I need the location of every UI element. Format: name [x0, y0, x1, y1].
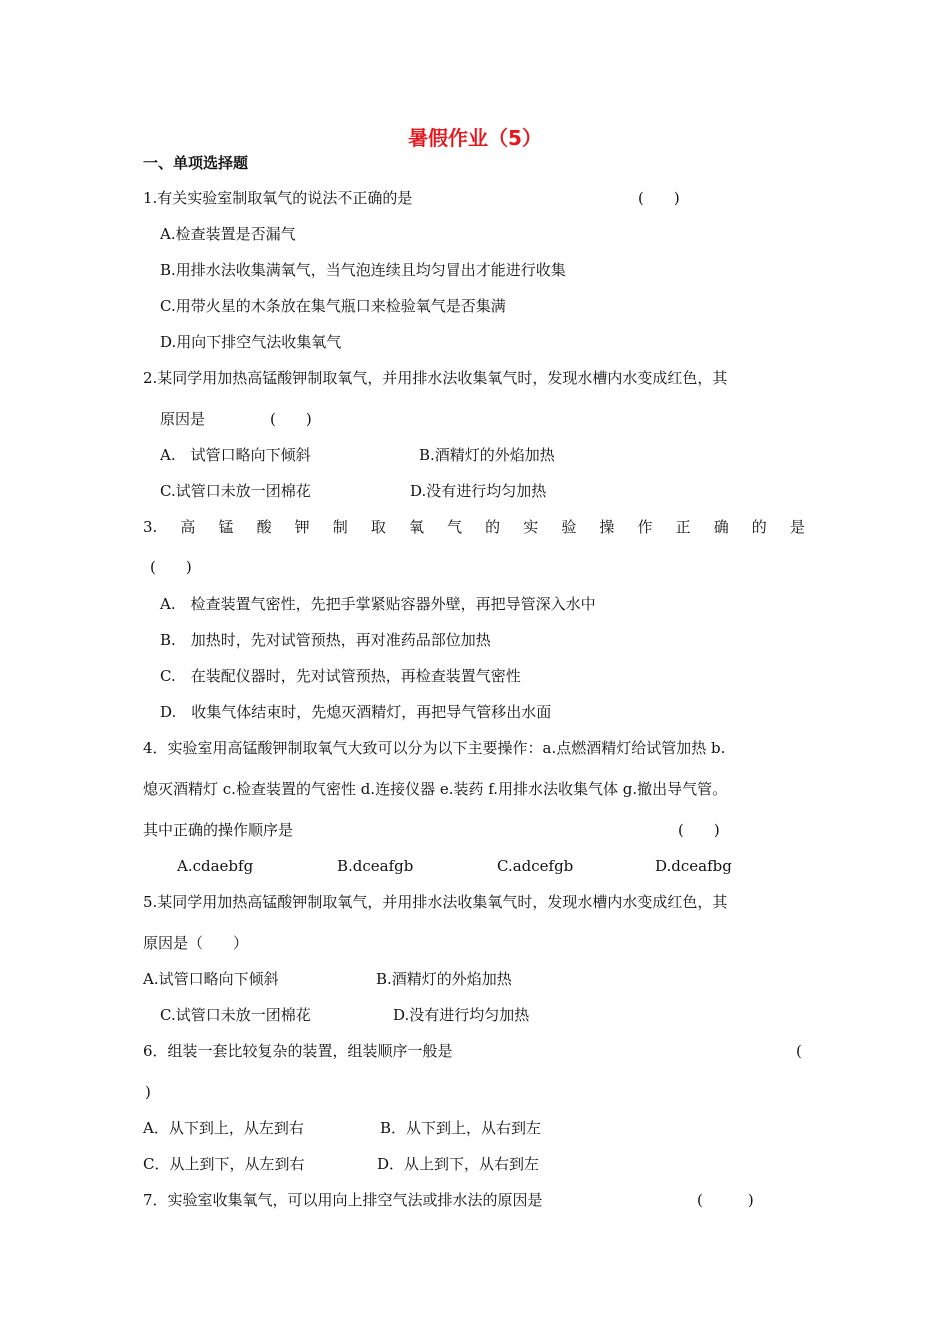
answer-parenthesis: ( ): [638, 189, 680, 207]
option-c: C. 在装配仪器时，先对试管预热，再检查装置气密性: [160, 667, 521, 685]
question-stem-continued: 原因是（ ）: [143, 934, 249, 952]
answer-parenthesis: ( ): [270, 410, 312, 428]
option-a: A．从下到上，从左到右: [143, 1119, 304, 1137]
question-stem: 2.某同学用加热高锰酸钾制取氧气，并用排水法收集氧气时，发现水槽内水变成红色，其: [143, 369, 728, 387]
answer-parenthesis-close: ): [145, 1083, 151, 1101]
stem-char: 的: [751, 518, 767, 536]
stem-char: 操: [599, 518, 615, 536]
option-a: A.cdaebfg: [177, 857, 254, 875]
answer-parenthesis-open: (: [796, 1042, 802, 1060]
answer-parenthesis: ( ): [678, 821, 720, 839]
option-d: D.没有进行均匀加热: [393, 1006, 530, 1024]
question-stem: 7．实验室收集氧气，可以用向上排空气法或排水法的原因是: [143, 1191, 543, 1209]
question-stem-continued: 原因是: [160, 410, 206, 428]
option-b: B．从下到上，从右到左: [380, 1119, 542, 1137]
option-c: C.用带火星的木条放在集气瓶口来检验氧气是否集满: [160, 297, 506, 315]
stem-char: 3.: [143, 518, 158, 536]
option-a: A.检查装置是否漏气: [160, 225, 296, 243]
option-b: B.酒精灯的外焰加热: [419, 446, 555, 464]
option-b: B. 加热时，先对试管预热，再对准药品部位加热: [160, 631, 491, 649]
option-b: B.用排水法收集满氧气，当气泡连续且均匀冒出才能进行收集: [160, 261, 566, 279]
option-b: B.酒精灯的外焰加热: [376, 970, 512, 988]
question-stem: [143, 517, 805, 537]
option-a: A. 检查装置气密性，先把手掌紧贴容器外壁，再把导管深入水中: [160, 595, 596, 613]
stem-char: 验: [561, 518, 577, 536]
option-d: D．从上到下，从右到左: [377, 1155, 540, 1173]
stem-char: 酸: [256, 518, 272, 536]
question-stem: 1.有关实验室制取氧气的说法不正确的是: [143, 189, 413, 207]
option-a: A.试管口略向下倾斜: [143, 970, 279, 988]
question-stem: 6．组装一套比较复杂的装置，组装顺序一般是: [143, 1042, 453, 1060]
option-c: C.adcefgb: [497, 857, 574, 875]
option-a: A. 试管口略向下倾斜: [160, 446, 311, 464]
stem-char: 锰: [218, 518, 234, 536]
page-title: 暑假作业（5）: [408, 126, 542, 150]
stem-char: 正: [675, 518, 691, 536]
option-b: B.dceafgb: [337, 857, 414, 875]
section-heading: 一、单项选择题: [143, 154, 249, 172]
stem-char: 氧: [408, 518, 424, 536]
stem-char: 气: [447, 518, 463, 536]
answer-parenthesis: ( ): [150, 558, 192, 576]
stem-char: 高: [180, 518, 196, 536]
stem-char: 的: [485, 518, 501, 536]
stem-char: 钾: [294, 518, 310, 536]
option-c: C．从上到下，从左到右: [143, 1155, 305, 1173]
stem-char: 取: [370, 518, 386, 536]
option-d: D.没有进行均匀加热: [410, 482, 547, 500]
answer-parenthesis: ( ): [697, 1191, 754, 1209]
option-c: C.试管口未放一团棉花: [160, 482, 311, 500]
question-stem: 5.某同学用加热高锰酸钾制取氧气，并用排水法收集氧气时，发现水槽内水变成红色，其: [143, 893, 728, 911]
option-d: D.dceafbg: [655, 857, 732, 875]
stem-char: 是: [789, 518, 805, 536]
option-d: D. 收集气体结束时，先熄灭酒精灯，再把导气管移出水面: [160, 703, 552, 721]
question-stem: 4．实验室用高锰酸钾制取氧气大致可以分为以下主要操作：a.点燃酒精灯给试管加热 b.: [143, 739, 726, 757]
stem-char: 确: [713, 518, 729, 536]
question-stem-continued: 其中正确的操作顺序是: [143, 821, 294, 839]
option-d: D.用向下排空气法收集氧气: [160, 333, 342, 351]
option-c: C.试管口未放一团棉花: [160, 1006, 311, 1024]
stem-char: 制: [332, 518, 348, 536]
stem-char: 作: [637, 518, 653, 536]
stem-char: 实: [523, 518, 539, 536]
question-stem-continued: 熄灭酒精灯 c.检查装置的气密性 d.连接仪器 e.装药 f.用排水法收集气体 g.撤出导气管。: [143, 780, 728, 798]
